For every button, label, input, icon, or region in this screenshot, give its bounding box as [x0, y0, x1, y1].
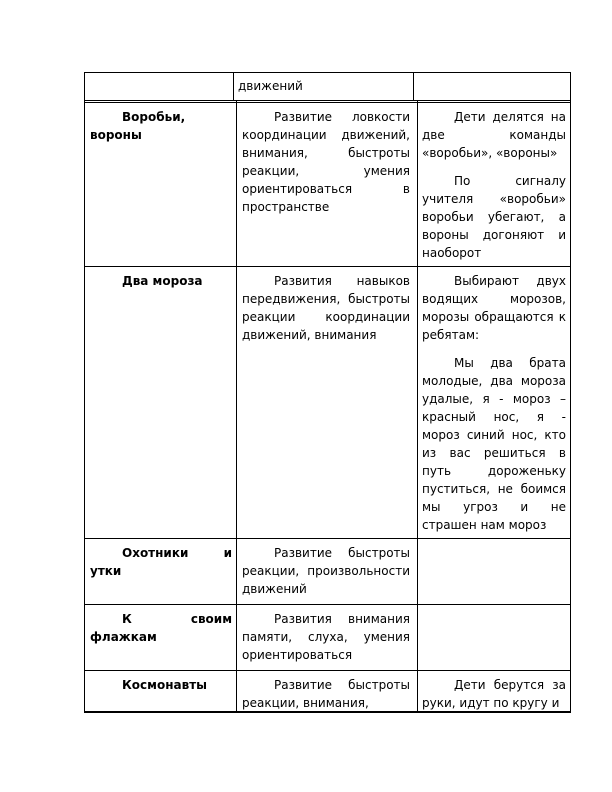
row-divider — [84, 100, 571, 101]
border-top — [84, 72, 571, 73]
border-left — [84, 72, 85, 712]
game-purpose: Развития навыков передвижения, быстроты реакции координации движений, внимания — [242, 274, 410, 342]
row-divider — [84, 538, 571, 539]
border-right — [570, 72, 571, 712]
game-name: К своим флажкам — [90, 612, 232, 644]
header-cell-2: движений — [238, 79, 303, 93]
game-content: Дети берутся за руки, идут по кругу и — [422, 678, 566, 710]
row-divider — [84, 266, 571, 267]
game-purpose: Развитие быстроты реакции, произвольности движений — [242, 546, 410, 596]
column-divider — [417, 101, 418, 712]
column-divider — [413, 72, 414, 101]
game-content: Дети делятся на две команды «воробьи», «вороны» По сигналу учителя «воробьи» воробьи убегают, а вороны догоняют и наоборот — [422, 110, 566, 260]
game-purpose: Развитие быстроты реакции, внимания, — [242, 678, 410, 710]
game-purpose: Развитие ловкости координации движений, внимания, быстроты реакции, умения ориентироваться в пространстве — [242, 110, 410, 214]
column-divider — [233, 72, 234, 101]
row-divider — [84, 102, 571, 103]
game-purpose: Развития внимания памяти, слуха, умения ориентироваться — [242, 612, 410, 662]
game-name: Два мороза — [122, 274, 203, 288]
column-divider — [236, 101, 237, 712]
games-table — [84, 72, 571, 712]
row-divider — [84, 604, 571, 605]
row-divider — [84, 670, 571, 671]
game-name: Космонавты — [122, 678, 208, 692]
game-name: Воробьи, вороны — [90, 110, 186, 142]
game-name: Охотники и утки — [90, 546, 232, 578]
game-content: Выбирают двух водящих морозов, морозы обращаются к ребятам: Мы два брата молодые, два мороза удалые, я - мороз – красный нос, я - мороз синий нос, кто из вас решиться в путь дороженьку пуститься, не боимся мы угроз и не страшен нам мороз — [422, 274, 566, 532]
